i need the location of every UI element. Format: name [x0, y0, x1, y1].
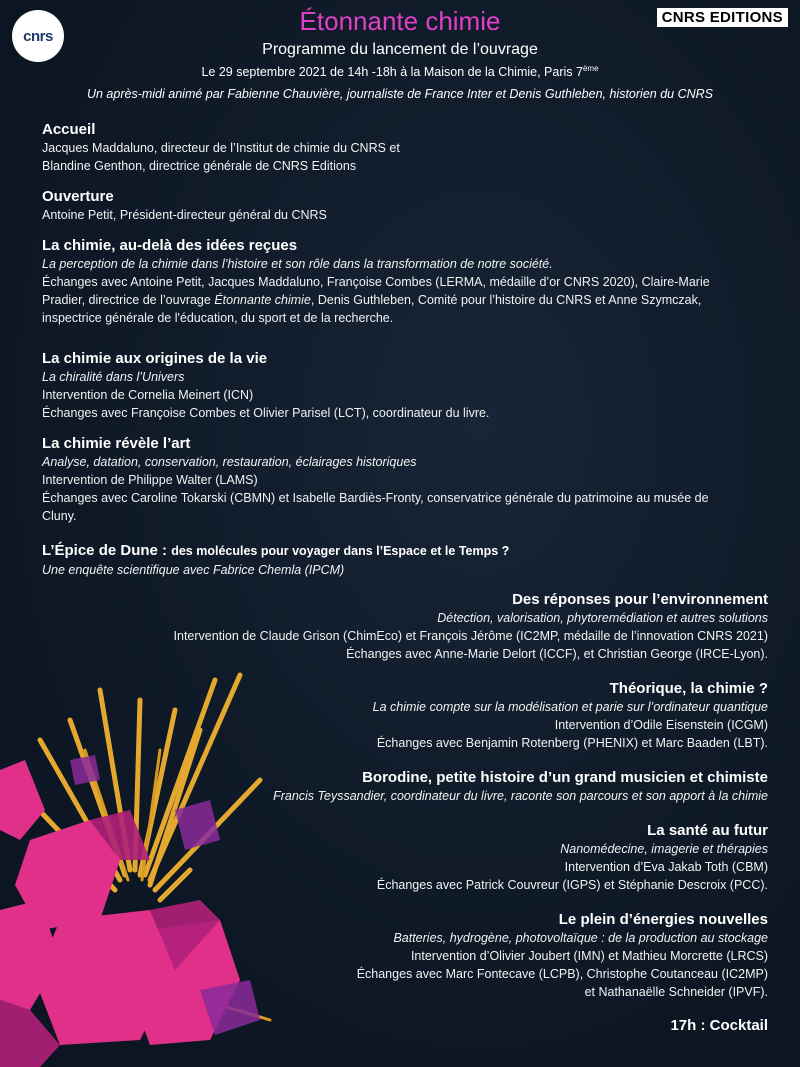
section-line: Échanges avec Marc Fontecave (LCPB), Christophe Coutanceau (IC2MP) — [356, 967, 768, 981]
section-title: Théorique, la chimie ? — [609, 680, 768, 697]
cnrs-editions-logo: CNRS EDITIONS — [657, 8, 788, 27]
section-line: Intervention d’Olivier Joubert (IMN) et Mathieu Morcrette (LRCS) — [410, 949, 768, 963]
section-line: inspectrice générale de l'éducation, du sport et de la recherche. — [42, 311, 394, 325]
program-right-column — [68, 590, 768, 1034]
section-subtitle: Analyse, datation, conservation, restauration, éclairages historiques — [42, 455, 417, 469]
section-line — [42, 291, 772, 309]
section-line: Échanges avec Benjamin Rotenberg (PHENIX) et Marc Baaden (LBT). — [376, 736, 768, 750]
section-line: Blandine Genthon, directrice générale de CNRS Editions — [42, 159, 357, 173]
section-line: Intervention de Claude Grison (ChimEco) et François Jérôme (IC2MP, médaille de l’innovation CNRS 2021) — [173, 629, 768, 643]
section-epice-dune — [42, 541, 772, 579]
section-title: La chimie révèle l’art — [42, 435, 191, 452]
book-title: Étonnante chimie — [214, 293, 311, 307]
header — [0, 4, 800, 103]
section-line: Cluny. — [42, 509, 77, 523]
section-line: Échanges avec Anne-Marie Delort (ICCF), et Christian George (IRCE-Lyon). — [346, 647, 768, 661]
section-title-sub: des molécules pour voyager dans l’Espace et le Temps ? — [171, 544, 510, 558]
cnrs-logo-text: cnrs — [23, 27, 53, 45]
section-subtitle: Batteries, hydrogène, photovoltaïque : de la production au stockage — [393, 931, 768, 945]
page-title: Étonnante chimie — [299, 6, 501, 36]
section-line: Intervention d’Eva Jakab Toth (CBM) — [564, 860, 768, 874]
section-subtitle: Une enquête scientifique avec Fabrice Chemla (IPCM) — [42, 563, 345, 577]
cocktail-time: 17h : Cocktail — [670, 1017, 768, 1034]
section-line: Échanges avec Françoise Combes et Olivier Parisel (LCT), coordinateur du livre. — [42, 406, 490, 420]
section-title — [42, 541, 772, 561]
section-title: La santé au futur — [647, 822, 768, 839]
section-borodine — [68, 768, 768, 805]
section-line: Échanges avec Antoine Petit, Jacques Maddaluno, Françoise Combes (LERMA, médaille d’or CNRS 2020), Claire-Marie — [42, 275, 710, 289]
section-line: Antoine Petit, Président-directeur général du CNRS — [42, 208, 327, 222]
section-subtitle: Détection, valorisation, phytoremédiation et autres solutions — [437, 611, 768, 625]
section-theorique — [68, 679, 768, 752]
section-title: Le plein d’énergies nouvelles — [558, 911, 768, 928]
section-title: Borodine, petite histoire d’un grand musicien et chimiste — [362, 769, 768, 786]
text-part: Pradier, directrice de l’ouvrage — [42, 293, 215, 307]
section-title: La chimie, au-delà des idées reçues — [42, 237, 298, 254]
section-line: Échanges avec Caroline Tokarski (CBMN) et Isabelle Bardiès-Fronty, conservatrice générale du patrimoine au musée de — [42, 491, 709, 505]
section-line: et Nathanaëlle Schneider (IPVF). — [584, 985, 768, 999]
section-line: Échanges avec Patrick Couvreur (IGPS) et Stéphanie Descroix (PCC). — [376, 878, 768, 892]
section-subtitle: La chiralité dans l’Univers — [42, 370, 185, 384]
section-accueil — [42, 120, 772, 175]
section-ouverture — [42, 187, 772, 224]
text-part: , Denis Guthleben, Comité pour l’histoire du CNRS et Anne Szymczak, — [310, 293, 702, 307]
section-title-main: L’Épice de Dune : — [42, 542, 172, 559]
section-environnement — [68, 590, 768, 663]
event-date — [0, 60, 800, 81]
section-sante — [68, 821, 768, 894]
event-date-text: Le 29 septembre 2021 de 14h -18h à la Maison de la Chimie, Paris 7 — [201, 65, 583, 80]
section-line: Intervention de Cornelia Meinert (ICN) — [42, 388, 254, 402]
section-line: Intervention de Philippe Walter (LAMS) — [42, 473, 258, 487]
section-subtitle: Nanomédecine, imagerie et thérapies — [560, 842, 768, 856]
event-date-sup: ème — [582, 64, 599, 73]
section-energies — [68, 910, 768, 1001]
section-title: Accueil — [42, 121, 96, 138]
program-left-column — [42, 120, 772, 591]
section-line: Jacques Maddaluno, directeur de l’Institut de chimie du CNRS et — [42, 141, 400, 155]
section-subtitle: La chimie compte sur la modélisation et parie sur l’ordinateur quantique — [372, 700, 768, 714]
section-subtitle: La perception de la chimie dans l’histoire et son rôle dans la transformation de notre société. — [42, 257, 553, 271]
section-chimie-art — [42, 434, 772, 525]
section-title: La chimie aux origines de la vie — [42, 350, 268, 367]
section-idees-recues — [42, 236, 772, 327]
page-subtitle: Programme du lancement de l’ouvrage — [262, 41, 538, 58]
section-origines-vie — [42, 349, 772, 422]
section-subtitle: Francis Teyssandier, coordinateur du livre, raconte son parcours et son apport à la chimie — [273, 789, 768, 803]
section-line: Intervention d’Odile Eisenstein (ICGM) — [554, 718, 768, 732]
section-title: Ouverture — [42, 188, 114, 205]
section-title: Des réponses pour l’environnement — [512, 591, 768, 608]
event-intro: Un après-midi animé par Fabienne Chauvière, journaliste de France Inter et Denis Guthleben, historien du CNRS — [86, 87, 713, 102]
